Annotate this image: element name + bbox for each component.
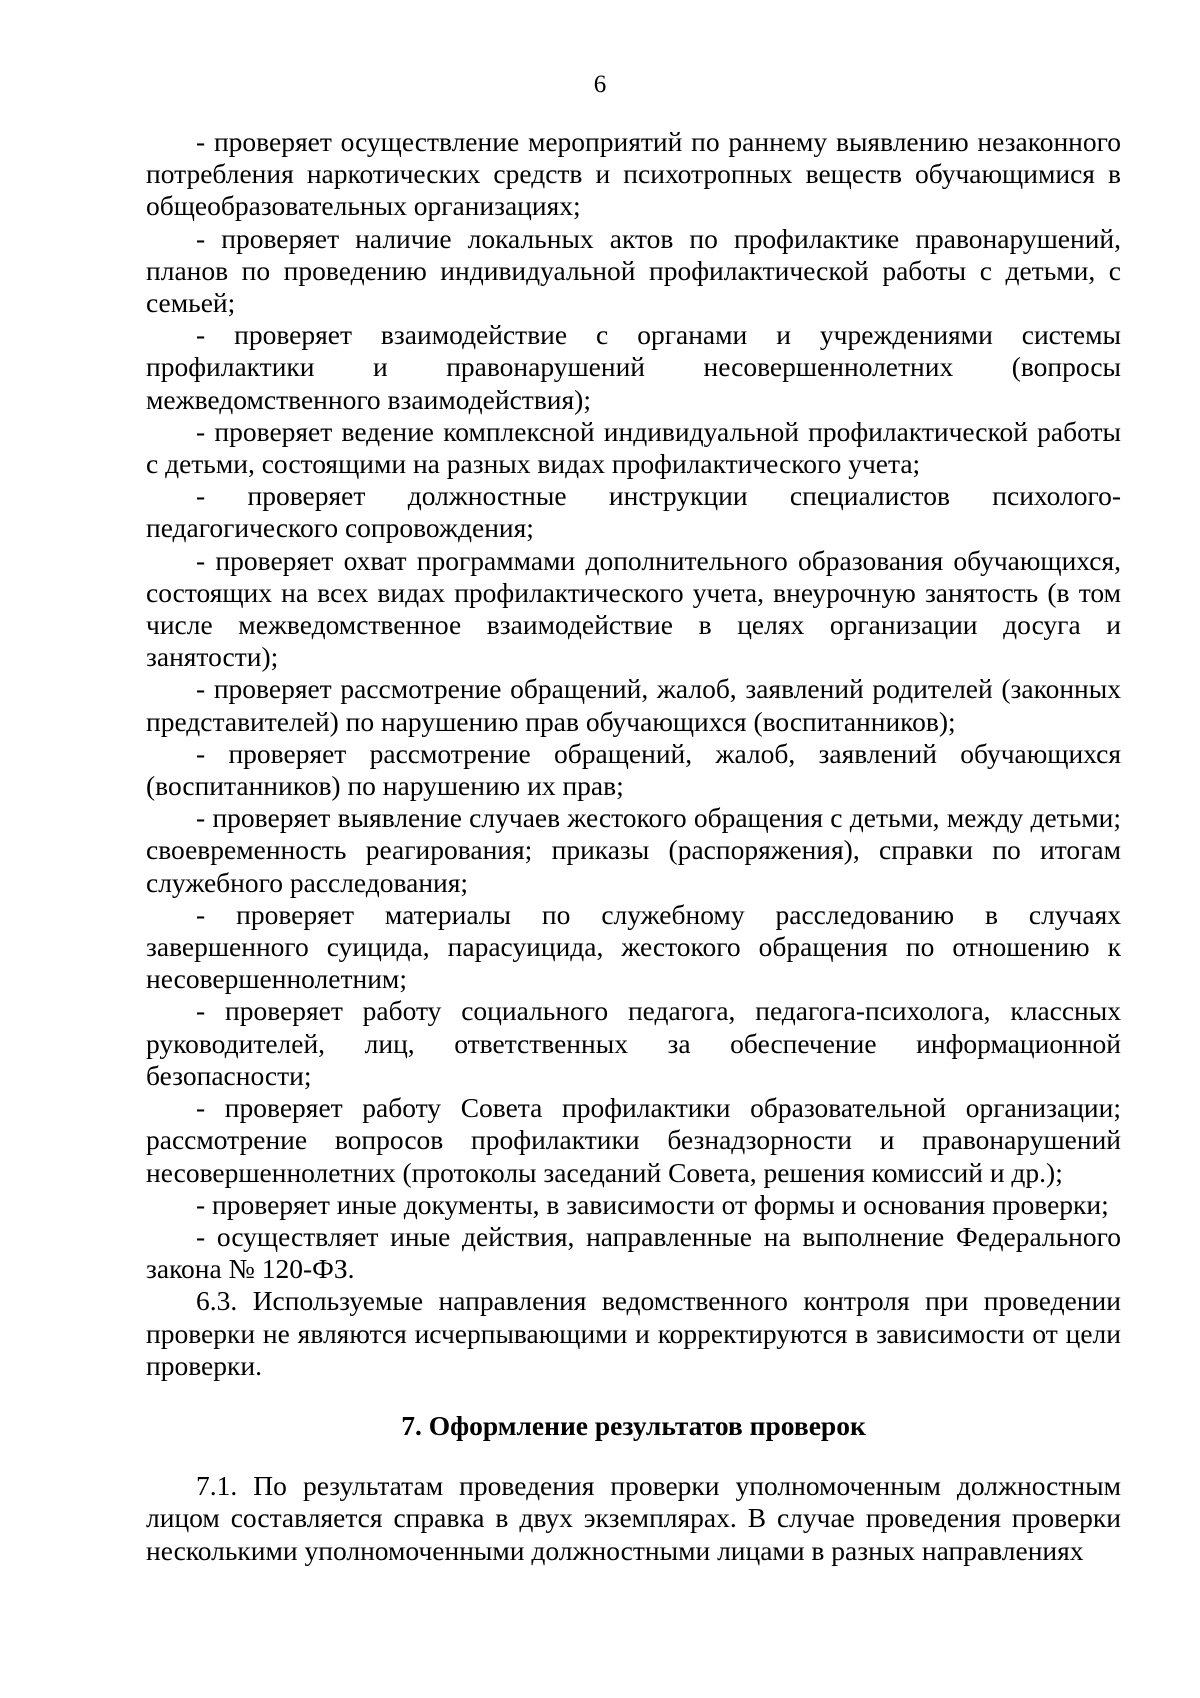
clause-7-1: 7.1. По результатам проведения проверки уполномоченным должностным лицом составляется справка в двух экземплярах. В случае проведения проверки несколькими уполномоченными должностными лицами в разных направлениях <box>146 1470 1121 1566</box>
list-item: - проверяет рассмотрение обращений, жалоб, заявлений обучающихся (воспитанников) по нарушению их прав; <box>146 737 1121 802</box>
document-body <box>146 126 1121 1567</box>
list-item: - проверяет должностные инструкции специалистов психолого-педагогического сопровождения; <box>146 480 1121 544</box>
list-item: - проверяет охват программами дополнительного образования обучающихся, состоящих на всех видах профилактического учета, внеурочную занятость (в том числе межведомственное взаимодействие в целях организации досуга и занятости); <box>146 544 1121 673</box>
list-item: - проверяет взаимодействие с органами и учреждениями системы профилактики и правонарушений несовершеннолетних (вопросы межведомственного взаимодействия); <box>146 319 1121 415</box>
clause-6-3: 6.3. Используемые направления ведомственного контроля при проведении проверки не являются исчерпывающими и корректируются в зависимости от цели проверки. <box>146 1285 1121 1381</box>
list-item: - проверяет работу Совета профилактики образовательной организации; рассмотрение вопросов профилактики безнадзорности и правонарушений несовершеннолетних (протоколы заседаний Совета, решения комиссий и др.); <box>146 1092 1121 1188</box>
list-item: - проверяет рассмотрение обращений, жалоб, заявлений родителей (законных представителей) по нарушению прав обучающихся (воспитанников); <box>146 673 1121 737</box>
list-item: - проверяет наличие локальных актов по профилактике правонарушений, планов по проведению индивидуальной профилактической работы с детьми, с семьей; <box>146 222 1121 319</box>
list-item: - проверяет работу социального педагога, педагога-психолога, классных руководителей, лиц, ответственных за обеспечение информационной безопасности; <box>146 995 1121 1091</box>
section-heading: 7. Оформление результатов проверок <box>401 1409 866 1441</box>
list-item: - проверяет ведение комплексной индивидуальной профилактической работы с детьми, состоящими на разных видах профилактического учета; <box>146 415 1121 480</box>
list-item: - проверяет осуществление мероприятий по раннему выявлению незаконного потребления наркотических средств и психотропных веществ обучающимися в общеобразовательных организациях; <box>146 126 1121 222</box>
list-item: - проверяет иные документы, в зависимости от формы и основания проверки; <box>196 1188 1109 1220</box>
list-item: - осуществляет иные действия, направленные на выполнение Федерального закона № 120-ФЗ. <box>146 1220 1121 1285</box>
list-item: - проверяет материалы по служебному расследованию в случаях завершенного суицида, парасуицида, жестокого обращения по отношению к несовершеннолетним; <box>146 898 1121 995</box>
page-number: 6 <box>593 71 607 98</box>
list-item: - проверяет выявление случаев жестокого обращения с детьми, между детьми; своевременность реагирования; приказы (распоряжения), справки по итогам служебного расследования; <box>146 802 1121 898</box>
